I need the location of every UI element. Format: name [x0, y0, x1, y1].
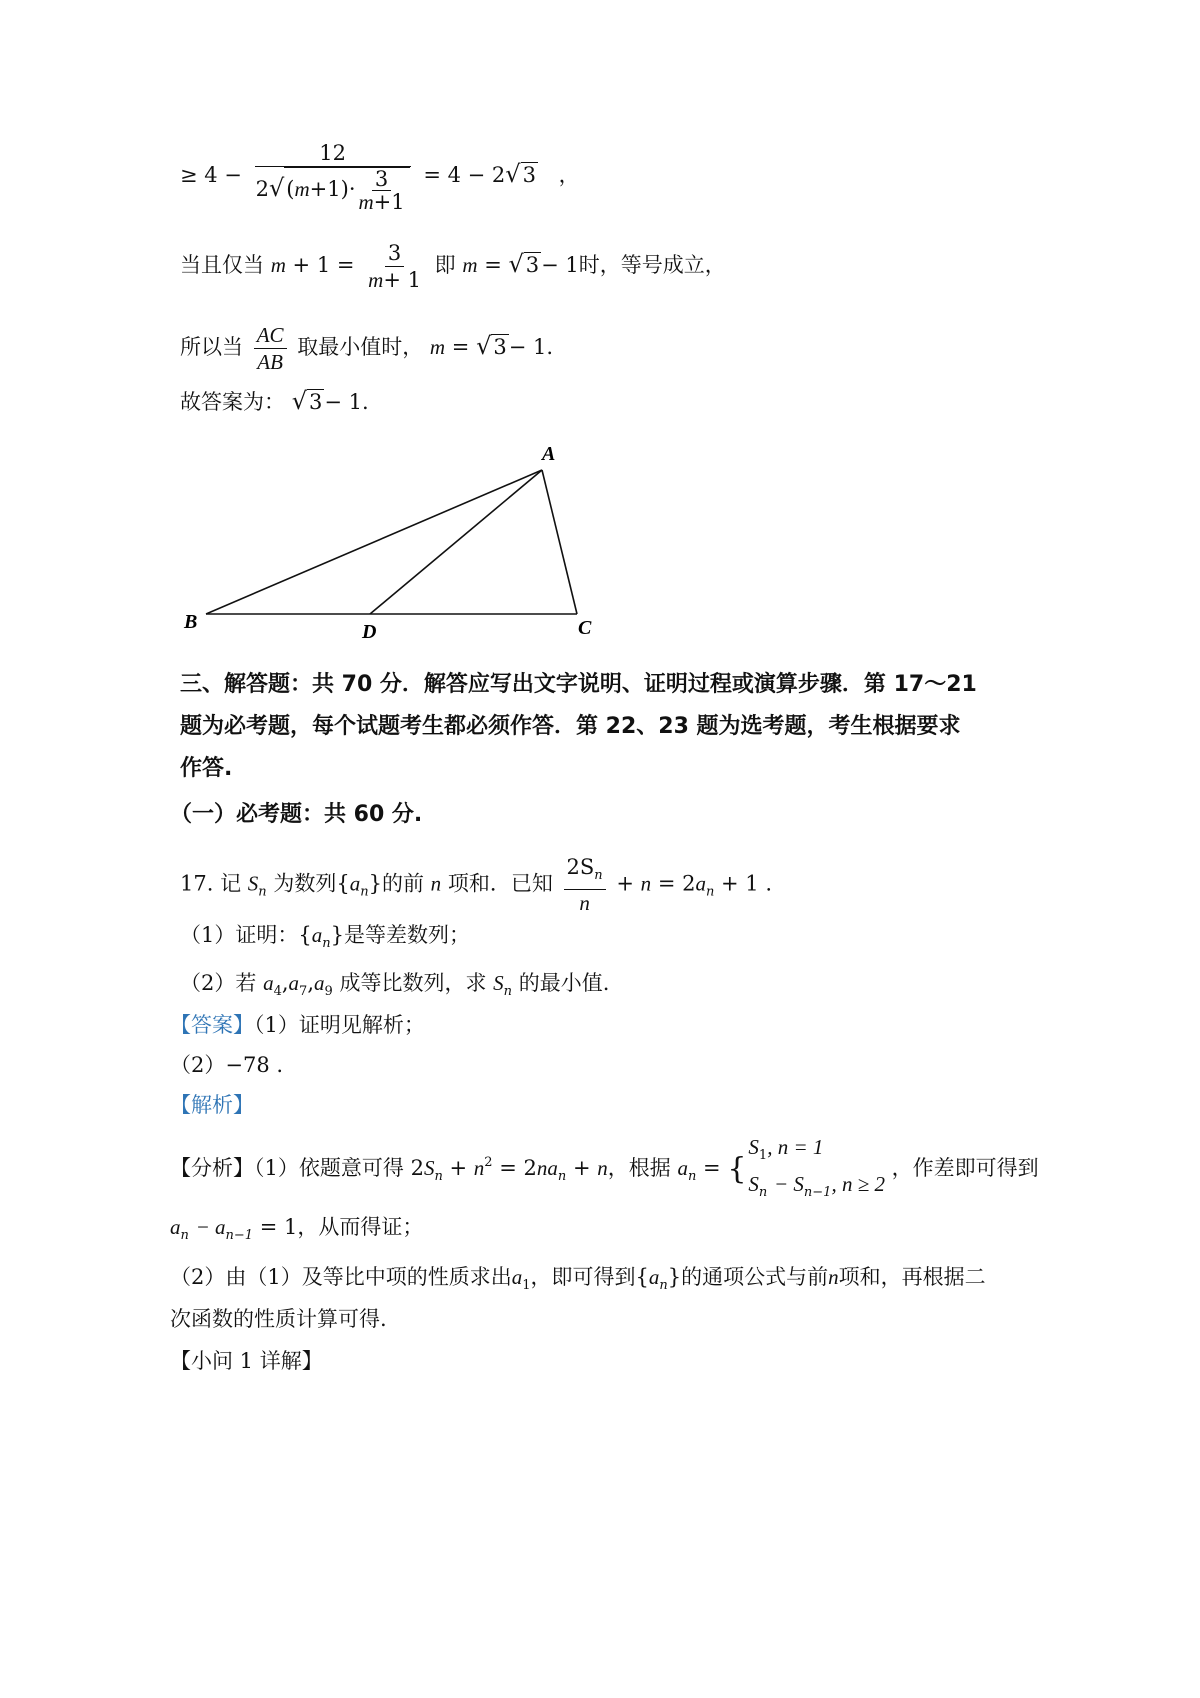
fraction [253, 140, 413, 213]
answer-line: 故答案为： √3− 1. [180, 387, 369, 415]
text: ， [558, 163, 580, 187]
answer-line-1: 【答案】（1）证明见解析； [170, 1013, 425, 1037]
denominator: 2√(m+1)· $\frac{3}{m+1}$ [253, 167, 413, 213]
label-c: C [578, 617, 592, 639]
text: = 4 − 2 [423, 163, 506, 187]
answer-tag: 【答案】 [170, 1013, 254, 1037]
analysis-tag: 【解析】 [170, 1093, 254, 1117]
fraction: $\frac{AC}{AB}$ [254, 322, 287, 375]
analysis-line-4: 次函数的性质计算可得. [170, 1307, 387, 1331]
label-a: A [542, 443, 556, 465]
label-d: D [362, 621, 377, 643]
analysis-line-2: $a_n - a_{n-1} = 1$，从而得证； [170, 1215, 424, 1243]
question-17: 17. 记 $S_n$ 为数列$\{a_n\}$的前 n 项和．已知 $\frac{2S_n}{n}$ + $n = 2a_n + 1$ . [180, 855, 772, 915]
detail-heading: 【小问 1 详解】 [170, 1349, 323, 1373]
fraction: $\frac{3}{m+ 1}$ [368, 241, 421, 292]
section-heading-line-1: 三、解答题：共 70 分．解答应写出文字说明、证明过程或演算步骤．第 17～21 [180, 672, 977, 697]
numerator: 12 [255, 140, 411, 167]
analysis-summary-line: 【分析】（1）依题意可得 $2S_n + n^2 = 2na_n + n$，根据 $a_n$ = { $S_1$, n = 1 $S_n - S_{n-1}$, n ≥ 2 ，作差即可得到 [170, 1132, 1039, 1208]
analysis-line-3: （2）由（1）及等比中项的性质求出$a_1$，即可得到$\{a_n\}$的通项公式与前n项和，再根据二 [170, 1265, 986, 1293]
question-17-part-2: （2）若 $a_4,a_7,a_9$ 成等比数列，求 $S_n$ 的最小值. [180, 971, 610, 999]
answer-line-2: （2）−78 . [170, 1053, 284, 1077]
piecewise-cases: $S_1$, n = 1 $S_n - S_{n-1}$, n ≥ 2 [748, 1134, 885, 1200]
text: 当且仅当 [180, 253, 264, 277]
text: ≥ 4 − [180, 163, 242, 187]
segment-ad [370, 470, 542, 614]
triangle-figure [170, 430, 630, 650]
fraction: $\frac{2S_n}{n}$ [564, 854, 606, 916]
subsection-heading: （一）必考题：共 60 分. [170, 802, 423, 827]
label-b: B [184, 611, 198, 633]
segment-ac [542, 470, 577, 614]
min-value-line: 所以当 $\frac{AC}{AB}$ 取最小值时， m = √3− 1. [180, 323, 554, 374]
segment-ab [206, 470, 542, 614]
section-heading-line-3: 作答. [180, 756, 233, 781]
question-17-part-1: （1）证明：$\{a_n\}$是等差数列； [180, 923, 470, 951]
equality-condition-line: 当且仅当 m + 1 = $\frac{3}{m+ 1}$ 即 m = √3− 1时，等号成立， [180, 241, 726, 292]
radicand: 3 [522, 163, 536, 187]
section-heading-line-2: 题为必考题，每个试题考生都必须作答．第 22、23 题为选考题，考生根据要求 [180, 714, 961, 739]
inequality-line: ≥ 4 − 12 2√(m+1)· $\frac{3}{m+1}$ = 4 − 2√3 ， [180, 141, 580, 214]
